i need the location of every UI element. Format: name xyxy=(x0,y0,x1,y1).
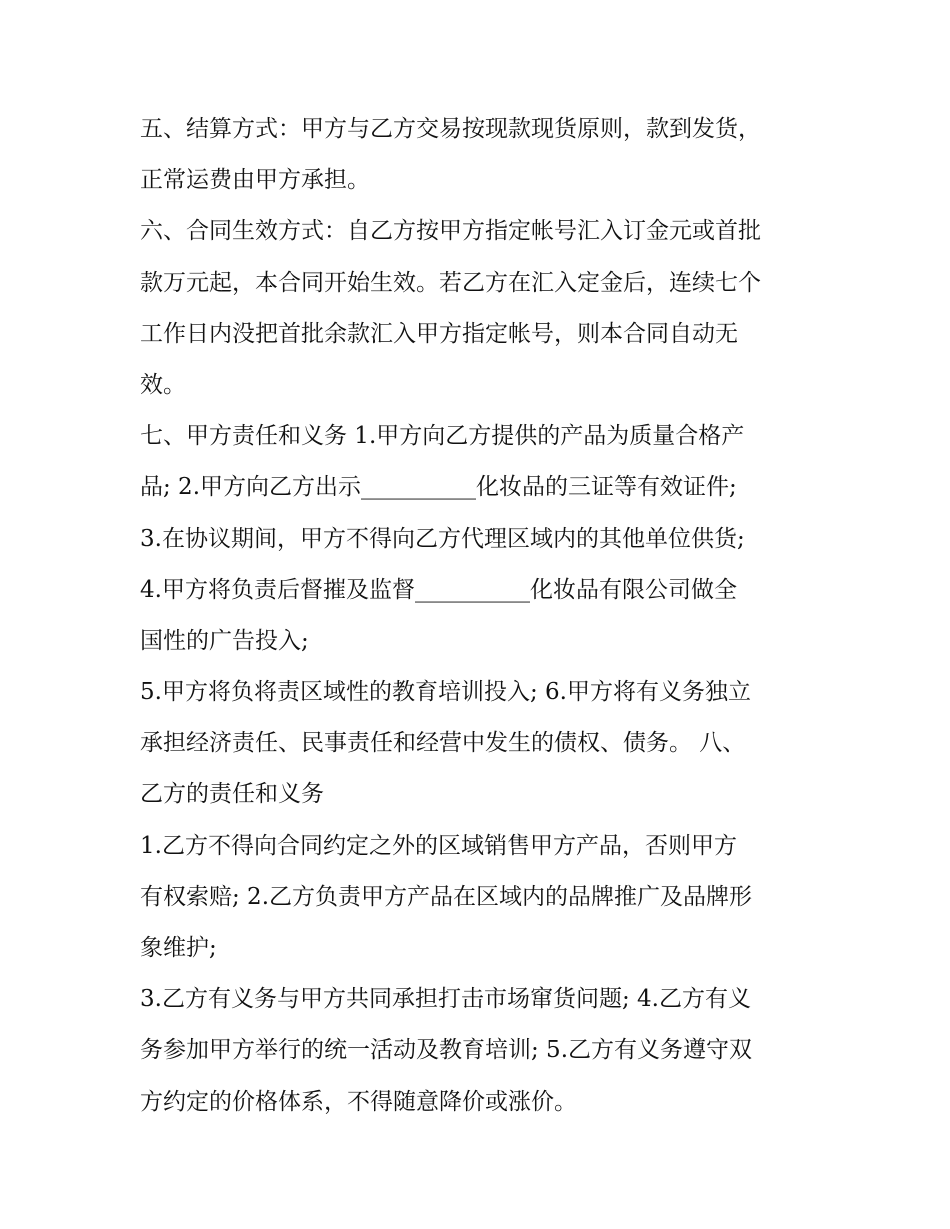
text-line: 5.甲方将负将责区域性的教育培训投入; 6.甲方将有义务独立 xyxy=(140,679,751,706)
text-line: 务参加甲方举行的统一活动及教育培训; 5.乙方有义务遵守双 xyxy=(140,1037,753,1064)
text-line: 3.乙方有义务与甲方共同承担打击市场窜货问题; 4.乙方有义 xyxy=(140,986,751,1013)
text-line: 六、合同生效方式：自乙方按甲方指定帐号汇入订金元或首批 xyxy=(140,218,761,245)
text-line: 承担经济责任、民事责任和经营中发生的债权、债务。 八、 xyxy=(140,730,746,757)
text-line: 乙方的责任和义务 xyxy=(140,781,324,808)
text-line: 工作日内没把首批余款汇入甲方指定帐号，则本合同自动无 xyxy=(140,320,738,347)
text-line: 象维护; xyxy=(140,935,217,961)
text-line: 正常运费由甲方承担。 xyxy=(140,167,370,194)
text-line: 4.甲方将负责后督摧及监督__________化妆品有限公司做全 xyxy=(140,576,737,603)
text-line: 七、甲方责任和义务 1.甲方向乙方提供的产品为质量合格产 xyxy=(140,423,745,450)
text-line: 款万元起，本合同开始生效。若乙方在汇入定金后，连续七个 xyxy=(140,269,761,296)
text-line: 五、结算方式：甲方与乙方交易按现款现货原则，款到发货， xyxy=(140,116,761,142)
text-line: 1.乙方不得向合同约定之外的区域销售甲方产品，否则甲方 xyxy=(140,832,737,859)
text-line: 国性的广告投入; xyxy=(140,627,309,654)
text-line: 方约定的价格体系，不得随意降价或涨价。 xyxy=(140,1088,577,1115)
text-line: 有权索赔; 2.乙方负责甲方产品在区域内的品牌推广及品牌形 xyxy=(140,883,753,910)
document-body xyxy=(140,104,820,1128)
text-line: 效。 xyxy=(140,371,186,398)
text-line: 品; 2.甲方向乙方出示__________化妆品的三证等有效证件; xyxy=(140,474,737,501)
text-line: 3.在协议期间，甲方不得向乙方代理区域内的其他单位供货; xyxy=(140,525,745,552)
